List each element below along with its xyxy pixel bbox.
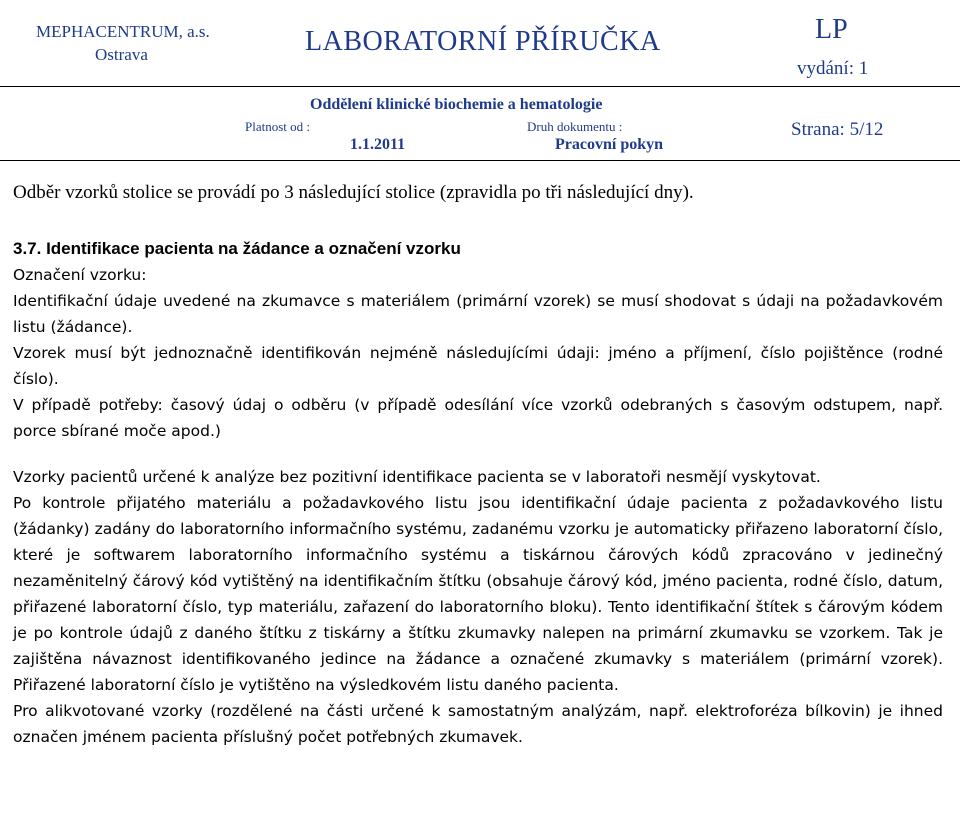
paragraph-no-identification: Vzorky pacientů určené k analýze bez pozitivní identifikace pacienta se v laboratoři nesmějí vyskytovat. [13, 468, 821, 486]
document-header [0, 0, 960, 165]
header-divider-bottom [0, 160, 960, 161]
department-name: Oddělení klinické biochemie a hematologie [310, 96, 603, 113]
paragraph-time-data: V případě potřeby: časový údaj o odběru (v případě odesílání více vzorků odebraných s časovým odstupem, např. porce sbírané moče apod.) [13, 396, 943, 440]
document-title: LABORATORNÍ PŘÍRUČKA [305, 26, 661, 57]
valid-from-label: Platnost od : [245, 119, 311, 134]
company-name: MEPHACENTRUM, a.s. [36, 22, 210, 41]
intro-text: Odběr vzorků stolice se provádí po 3 následující stolice (zpravidla po tři následující dny). [13, 182, 694, 203]
doc-type-label: Druh dokumentu : [527, 119, 623, 134]
subsection-heading: Označení vzorku: [13, 266, 147, 284]
header-divider-top [0, 86, 960, 87]
paragraph-identification: Identifikační údaje uvedené na zkumavce s materiálem (primární vzorek) se musí shodovat s údaji na požadavkovém listu (žádance). [13, 292, 943, 336]
paragraph-aliquots: Pro alikvotované vzorky (rozdělené na části určené k samostatným analýzám, např. elektroforéza bílkovin) je ihned označen jménem pacienta příslušný počet potřebných zkumavek. [13, 702, 943, 746]
section-title: 3.7. Identifikace pacienta na žádance a označení vzorku [13, 239, 461, 258]
paragraph-barcode-process: Po kontrole přijatého materiálu a požadavkového listu jsou identifikační údaje pacienta z požadavkového listu (žádanky) zadány do laboratorního informačního systému, zadanému vzorku je automaticky přiřazeno laboratorní číslo, které je softwarem laboratorního informačního systému a tiskárnou čárových kódů zpracováno v jedinečný nezaměnitelný čárový kód vytištěný na identifikačním štítku (obsahuje čárový kód, jméno pacienta, rodné číslo, datum, přiřazené laboratorní číslo, typ materiálu, zařazení do laboratorního bloku). Tento identifikační štítek s čárovým kódem je po kontrole údajů z daného štítku z tiskárny a štítku zkumavky nalepen na primární zkumavku se vzorkem. Tak je zajištěna návaznost identifikovaného jedince na žádance a označené zkumavky s materiálem (primární vzorek). Přiřazené laboratorní číslo je vytištěno na výsledkovém listu daného pacienta. [13, 494, 943, 694]
doc-type-value: Pracovní pokyn [555, 136, 664, 153]
edition-label: vydání: 1 [797, 58, 869, 79]
paragraph-required-data: Vzorek musí být jednoznačně identifikován nejméně následujícími údaji: jméno a příjmení, číslo pojištěnce (rodné číslo). [13, 344, 943, 388]
document-code: LP [815, 14, 848, 45]
page-number: Strana: 5/12 [791, 119, 884, 140]
valid-from-value: 1.1.2011 [350, 136, 406, 153]
document-body [13, 182, 943, 750]
company-city: Ostrava [95, 45, 148, 64]
